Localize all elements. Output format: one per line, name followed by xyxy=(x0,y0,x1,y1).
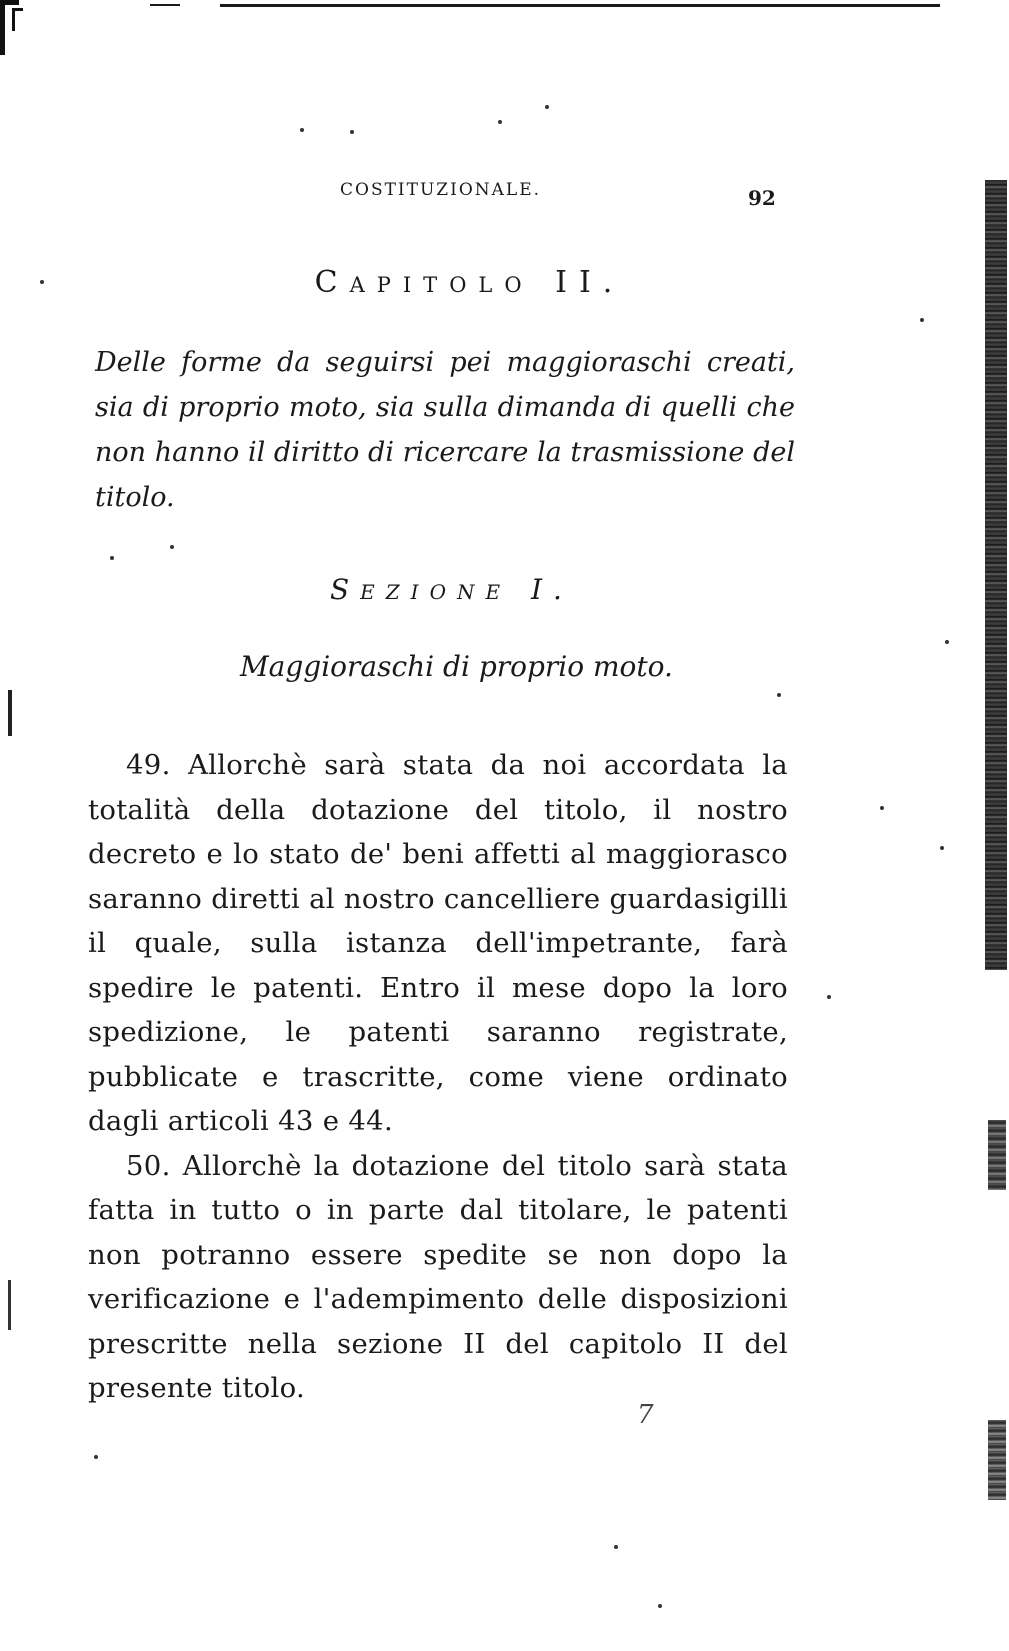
section-title: Sezione I. xyxy=(330,573,573,606)
scan-speck xyxy=(920,318,924,322)
scan-speck xyxy=(545,105,549,109)
scan-speck xyxy=(300,128,304,132)
scan-speck xyxy=(827,995,831,999)
chapter-title xyxy=(0,265,1009,300)
scan-top-rule xyxy=(220,4,940,7)
chapter-title-text: Capitolo II. xyxy=(314,265,625,300)
scan-top-rule-short xyxy=(150,4,180,6)
scan-speck xyxy=(94,1455,98,1459)
scan-speck xyxy=(614,1545,618,1549)
scan-speck xyxy=(777,693,781,697)
scan-left-mark xyxy=(8,1280,11,1330)
section-subtitle: Maggioraschi di proprio moto. xyxy=(240,650,673,683)
scan-speck xyxy=(350,130,354,134)
scan-speck xyxy=(170,545,174,549)
paragraph-50: 50. Allorchè la dotazione del titolo sarà stata fatta in tutto o in parte dal titolare, le patenti non potranno essere spedite se non dopo la verificazione e l'adempimento delle disposizioni prescritte nella sezione II del capitolo II del presente titolo. xyxy=(88,1149,788,1404)
scan-speck xyxy=(658,1604,662,1608)
scan-left-mark xyxy=(8,690,12,736)
scan-binding-edge-fragment xyxy=(988,1120,1006,1190)
page-number: 92 xyxy=(748,186,776,210)
signature-mark: 7 xyxy=(637,1400,654,1430)
running-head: COSTITUZIONALE. xyxy=(340,180,542,200)
scan-speck xyxy=(498,120,502,124)
body-text xyxy=(88,743,788,1411)
scan-speck xyxy=(940,846,944,850)
scan-binding-edge-fragment xyxy=(988,1420,1006,1500)
scan-corner-mark-inner xyxy=(12,8,23,31)
scan-speck xyxy=(110,556,114,560)
scan-speck xyxy=(880,806,884,810)
scan-speck xyxy=(945,640,949,644)
chapter-description: Delle forme da seguirsi pei maggioraschi creati, sia di proprio moto, sia sulla dimanda di quelli che non hanno il diritto di ricercare la trasmissione del titolo. xyxy=(95,347,795,513)
paragraph-49: 49. Allorchè sarà stata da noi accordata la totalità della dotazione del titolo, il nostro decreto e lo stato de' beni affetti al maggiorasco saranno diretti al nostro cancelliere guardasigilli il quale, sulla istanza dell'impetrante, farà spedire le patenti. Entro il mese dopo la loro spedizione, le patenti saranno registrate, pubblicate e trascritte, come viene ordinato dagli articoli 43 e 44. xyxy=(88,749,788,1137)
